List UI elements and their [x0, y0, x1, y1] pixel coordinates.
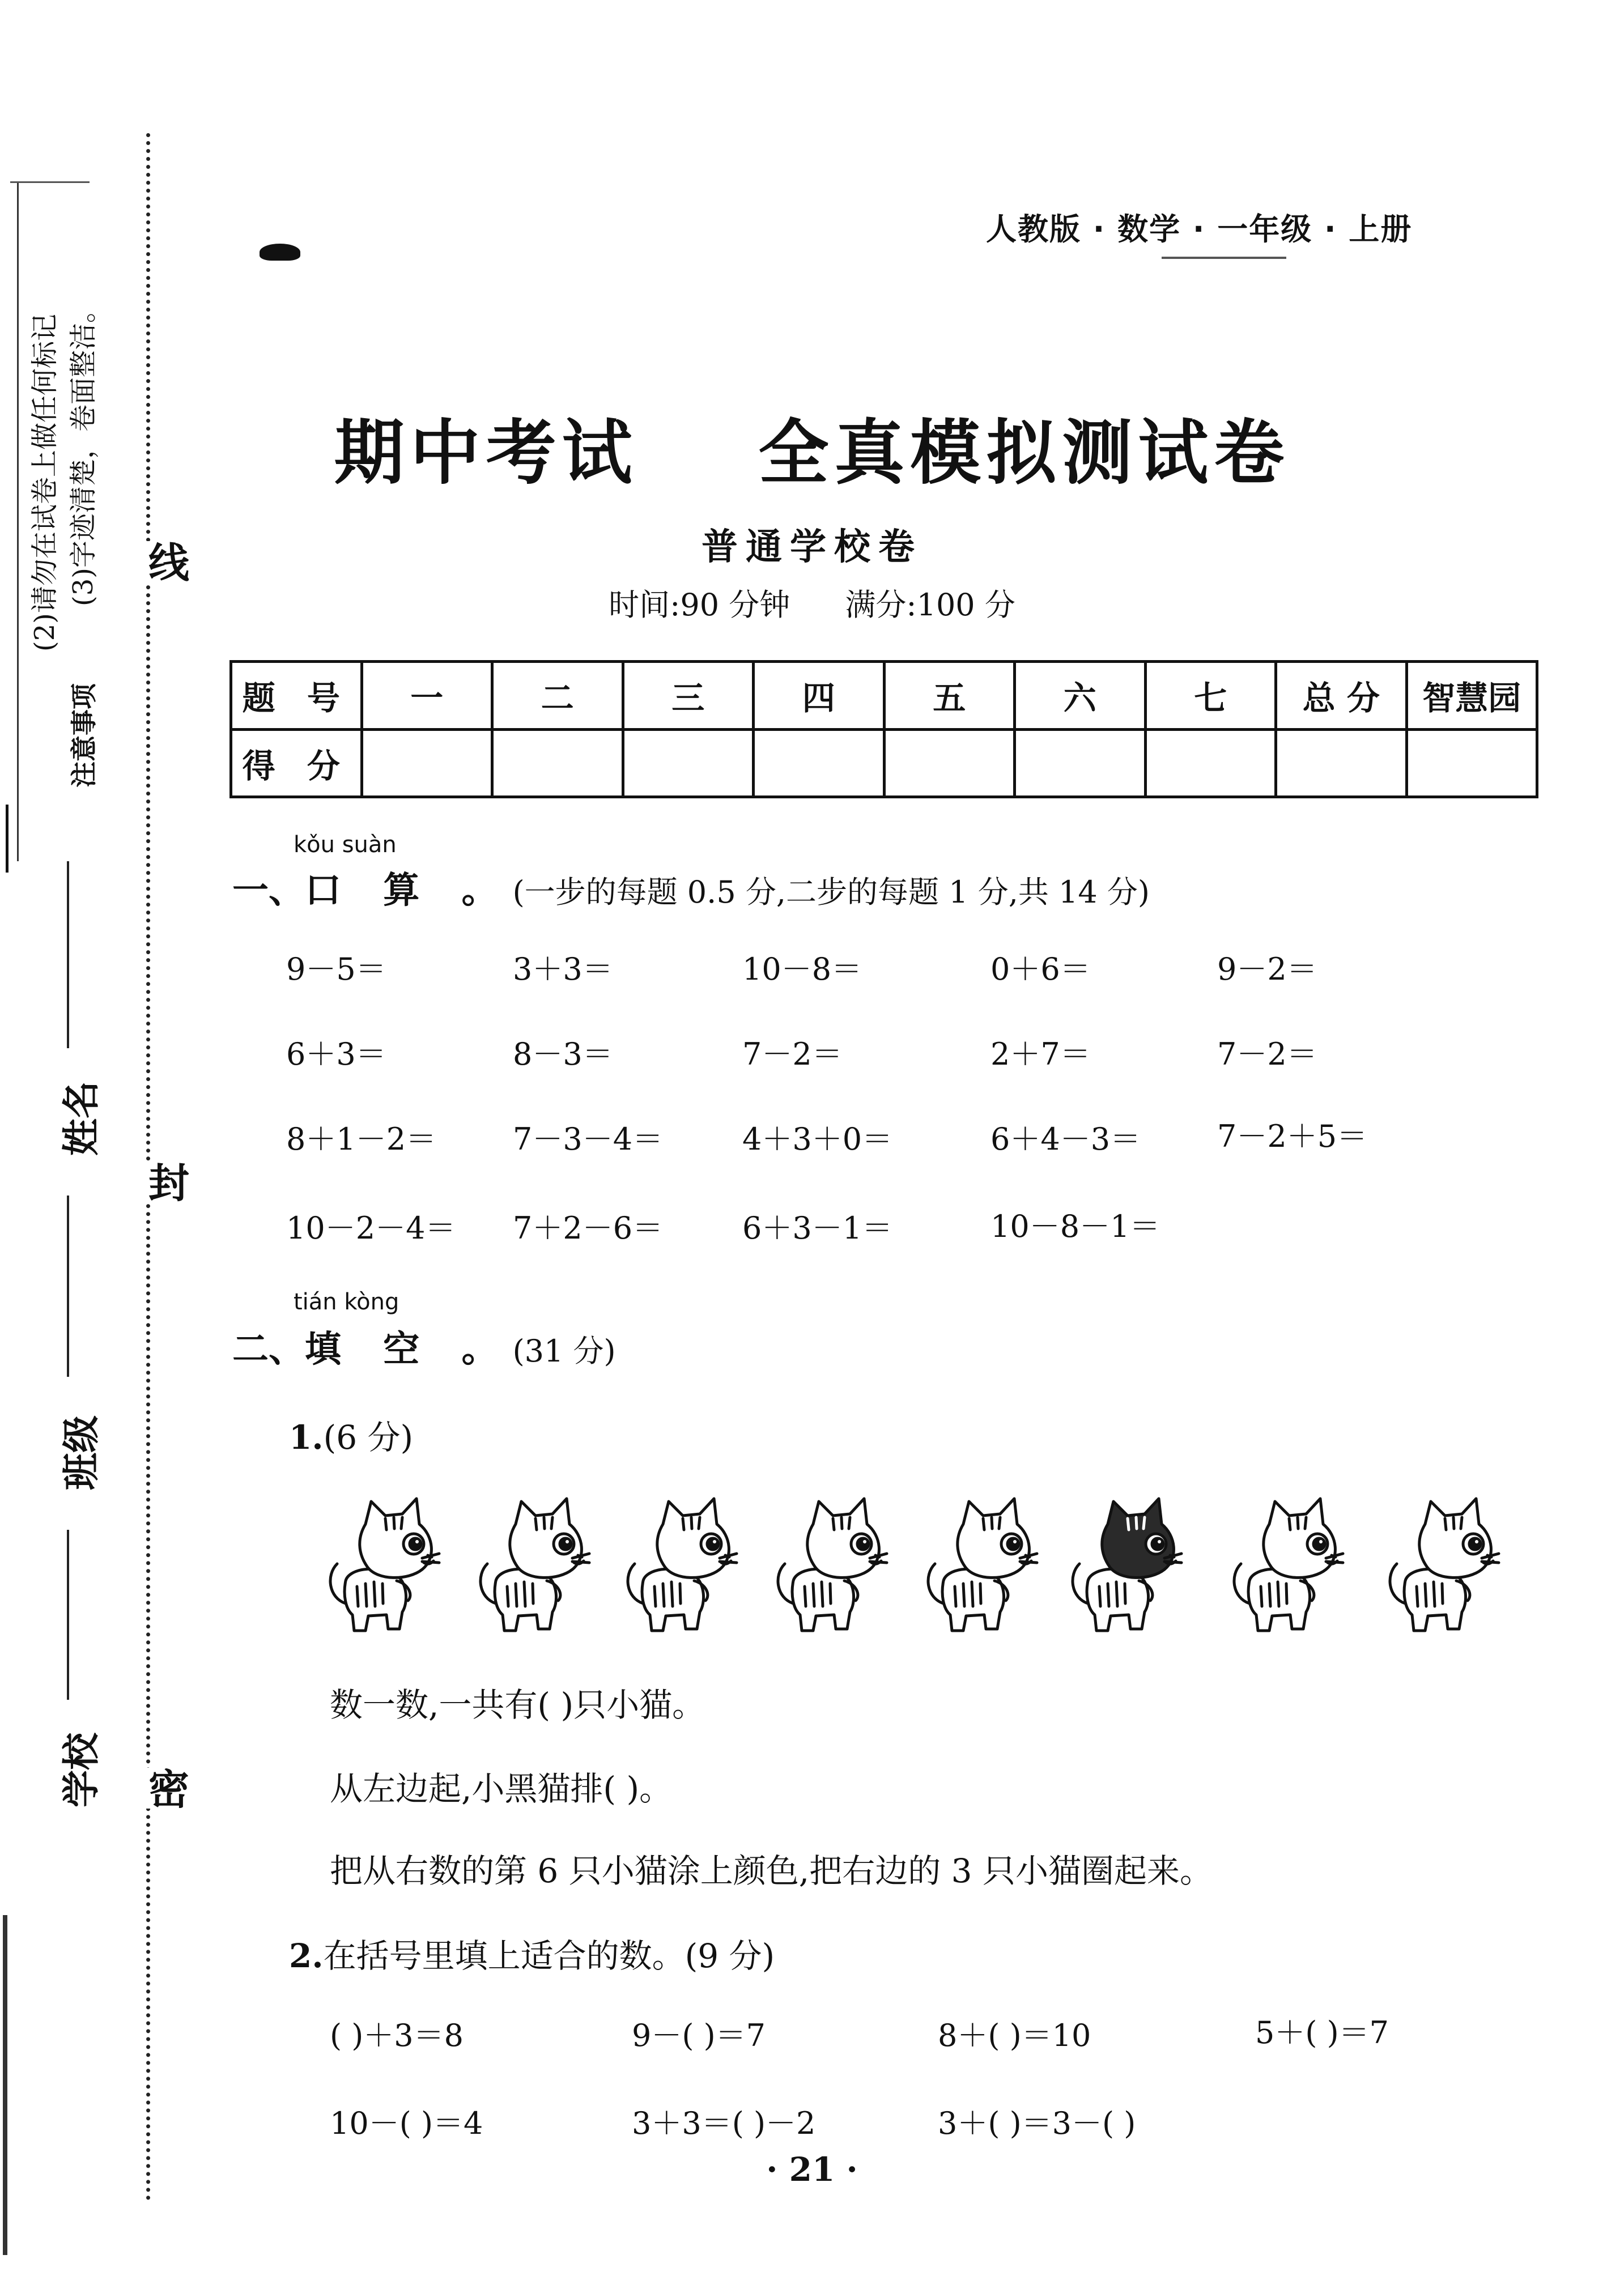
section2-note: (31 分) — [512, 1333, 616, 1369]
full-score: 满分:100 分 — [845, 587, 1015, 623]
section1-heading — [232, 861, 1150, 913]
cat-icon[interactable] — [1065, 1490, 1196, 1637]
fill-item[interactable]: 8＋( )＝10 — [938, 2018, 1091, 2053]
score-cell[interactable] — [1145, 729, 1276, 797]
question-2-text: 在括号里填上适合的数。(9 分) — [323, 1937, 775, 1975]
score-row-label: 得 分 — [231, 729, 362, 797]
calc-item: 7＋2－6＝ — [513, 1210, 664, 1246]
score-header-7: 七 — [1145, 662, 1276, 730]
name-label: 姓名 — [59, 1081, 103, 1156]
section2-heading — [232, 1320, 616, 1372]
page-number: · 21 · — [766, 2150, 858, 2189]
score-header-6: 六 — [1015, 662, 1146, 730]
question-1-line-3: 把从右数的第 6 只小猫涂上颜色,把右边的 3 只小猫圈起来。 — [330, 1852, 1213, 1890]
score-cell[interactable] — [754, 729, 885, 797]
calc-item: 7－3－4＝ — [513, 1121, 664, 1157]
fill-item[interactable]: 3＋( )＝3－( ) — [938, 2105, 1136, 2141]
score-header-5: 五 — [884, 662, 1015, 730]
page-subtitle: 普通学校卷 — [702, 526, 922, 568]
score-header-1: 一 — [362, 662, 492, 730]
score-table-score-row — [231, 729, 1537, 797]
cat-icon[interactable] — [473, 1490, 603, 1637]
calc-item: 9－5＝ — [286, 951, 386, 987]
calc-item: 8－3＝ — [513, 1036, 613, 1072]
score-cell[interactable] — [1406, 729, 1537, 797]
calc-item: 2＋7＝ — [990, 1036, 1091, 1072]
seal-char-close: 密 — [136, 1768, 195, 1809]
calc-item: 10－2－4＝ — [286, 1210, 456, 1246]
score-cell[interactable] — [362, 729, 492, 797]
question-1-line-2: 从左边起,小黑猫排( )。 — [330, 1769, 673, 1808]
name-line — [67, 1196, 69, 1377]
score-header-wisdom: 智慧园 — [1406, 662, 1537, 730]
cat-icon[interactable] — [323, 1490, 453, 1637]
calc-item: 7－2＋5＝ — [1217, 1118, 1368, 1154]
page-title: 期中考试 全真模拟测试卷 — [334, 412, 1290, 494]
cat-icon[interactable] — [771, 1490, 901, 1637]
note-line-2: (2)请勿在试卷上做任何标记 — [29, 314, 61, 652]
score-cell[interactable] — [1015, 729, 1146, 797]
edition-underline — [1162, 257, 1286, 259]
score-header-4: 四 — [754, 662, 885, 730]
margin-edge-mark — [3, 1915, 7, 2255]
seal-char-seal: 封 — [136, 1162, 195, 1202]
calc-item: 6＋3－1＝ — [742, 1210, 893, 1246]
score-cell[interactable] — [623, 729, 754, 797]
time-limit: 时间:90 分钟 — [609, 587, 790, 623]
cat-icon[interactable] — [620, 1490, 751, 1637]
question-2-heading — [289, 1929, 775, 1977]
fill-item[interactable]: 9－( )＝7 — [632, 2018, 766, 2053]
name-line-upper — [67, 861, 69, 1048]
notes-top-rule — [10, 181, 90, 183]
note-line-3: (3)字迹清楚，卷面整洁。 — [67, 296, 99, 606]
binding-margin — [0, 0, 204, 2293]
score-header-label: 题 号 — [231, 662, 362, 730]
score-header-2: 二 — [492, 662, 623, 730]
cat-icon[interactable] — [1383, 1490, 1513, 1637]
score-cell[interactable] — [884, 729, 1015, 797]
fill-item[interactable]: 3＋3＝( )－2 — [632, 2105, 816, 2141]
seal-char-line: 线 — [136, 541, 195, 582]
exam-timing — [0, 581, 1624, 624]
cat-icon[interactable] — [921, 1490, 1051, 1637]
section2-title: 填 空 。 — [305, 1328, 513, 1371]
score-header-total: 总 分 — [1276, 662, 1407, 730]
class-line — [67, 1530, 69, 1700]
calc-item: 3＋3＝ — [513, 951, 613, 987]
fill-item[interactable]: 5＋( )＝7 — [1255, 2015, 1389, 2050]
question-1-points: (6 分) — [323, 1418, 414, 1457]
score-cell[interactable] — [1276, 729, 1407, 797]
calc-item: 10－8＝ — [742, 951, 862, 987]
question-2-number: 2. — [289, 1937, 324, 1975]
section2-number: 二、 — [232, 1328, 305, 1371]
section1-pinyin: kǒu suàn — [294, 832, 397, 858]
score-cell[interactable] — [492, 729, 623, 797]
fill-item[interactable]: 10－( )＝4 — [330, 2105, 483, 2141]
notes-marker — [6, 805, 8, 873]
class-label: 班级 — [59, 1415, 103, 1490]
calc-item: 6＋4－3＝ — [990, 1121, 1141, 1157]
calc-item: 6＋3＝ — [286, 1036, 386, 1072]
fill-item[interactable]: ( )＋3＝8 — [330, 2018, 464, 2053]
score-table — [229, 660, 1538, 798]
ink-mark — [260, 244, 300, 261]
section1-title: 口 算 。 — [305, 869, 513, 912]
question-1-heading — [289, 1411, 413, 1458]
question-1-number: 1. — [289, 1418, 324, 1457]
calc-item: 9－2＝ — [1217, 951, 1317, 987]
notes-label: 注意事项 — [69, 683, 99, 788]
calc-item: 0＋6＝ — [990, 951, 1091, 987]
calc-item: 4＋3＋0＝ — [742, 1121, 893, 1157]
score-table-header-row — [231, 662, 1537, 730]
score-header-3: 三 — [623, 662, 754, 730]
calc-item: 7－2＝ — [1217, 1036, 1317, 1072]
cat-icon[interactable] — [1227, 1490, 1357, 1637]
question-1-line-1: 数一数,一共有( )只小猫。 — [330, 1686, 705, 1724]
section1-number: 一、 — [232, 869, 305, 912]
calc-item: 10－8－1＝ — [990, 1209, 1160, 1244]
section2-pinyin: tián kòng — [294, 1289, 399, 1315]
section1-note: (一步的每题 0.5 分,二步的每题 1 分,共 14 分) — [512, 874, 1150, 910]
calc-item: 8＋1－2＝ — [286, 1121, 437, 1157]
calc-item: 7－2＝ — [742, 1036, 843, 1072]
edition-label: 人教版 · 数学 · 一年级 · 上册 — [986, 211, 1413, 247]
school-label: 学校 — [59, 1733, 103, 1807]
